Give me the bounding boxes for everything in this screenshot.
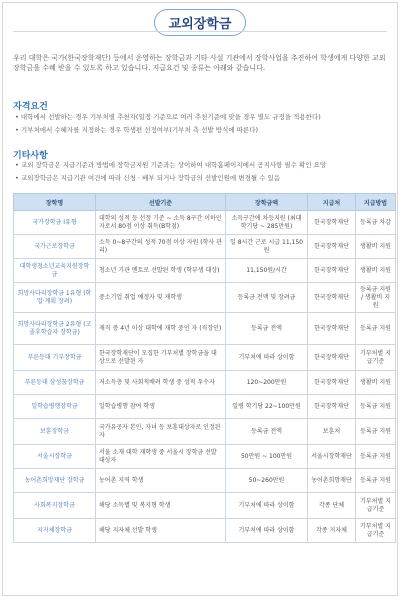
qualification-bullet-1: • 대학에서 선발하는 경우 기부처별 추천자(일정 기준으로 여러 추천기준에 맞을 경우 별도 규정을 적용한다) bbox=[15, 113, 321, 121]
scholarship-name-cell: 서울시장학금 bbox=[14, 445, 96, 469]
scholarship-name-cell: 사회복지장학금 bbox=[14, 493, 96, 519]
scholarship-name-cell: 농어촌희망재단 장학금 bbox=[14, 469, 96, 493]
payer-cell: 각종 지자체 bbox=[308, 519, 356, 543]
scholarship-name-cell: 보훈장학금 bbox=[14, 419, 96, 445]
payer-cell: 한국장학재단 bbox=[308, 235, 356, 259]
other-bullet-2: • 교외장학금은 지급기관 여건에 따라 신청 · 배부 되거나 장학금의 선발인원에 변경될 수 있음 bbox=[15, 174, 281, 182]
payer-cell: 한국장학재단 bbox=[308, 259, 356, 283]
selection-criteria-cell: 일학습병행 참여 학생 bbox=[96, 395, 226, 419]
table-row bbox=[14, 469, 396, 493]
payment-method-cell: 기부처별 지급기준 bbox=[356, 493, 396, 519]
selection-criteria-cell: 한국장학재단이 모집한 기부처별 장학금을 대상으로 선발된 자 bbox=[96, 345, 226, 371]
scholarship-amount-cell: 50만원 ~ 100만원 bbox=[226, 445, 308, 469]
qualification-title: 자격요건 bbox=[13, 102, 48, 112]
payer-cell: 서울시장학재단 bbox=[308, 445, 356, 469]
scholarship-amount-cell: 소득구간에 차등지원 (최대 학기당 ~ 285만원) bbox=[226, 211, 308, 235]
scholarship-name-cell: 푸른등대 삼성꿈장학금 bbox=[14, 371, 96, 395]
table-row bbox=[14, 313, 396, 345]
payer-cell: 농어촌희망재단 bbox=[308, 469, 356, 493]
scholarship-name-cell: 푸른등대 기부장학금 bbox=[14, 345, 96, 371]
other-bullet-1: • 교외 장학금은 지급기준과 방법에 장학금지원 기준과는 상이하여 대학홈페이지에서 공지사항 필수 확인 요망 bbox=[15, 161, 327, 169]
col-criteria-header: 선발기준 bbox=[96, 194, 226, 211]
table-row bbox=[14, 395, 396, 419]
payment-method-cell: 생활비 지원 bbox=[356, 371, 396, 395]
scholarship-amount-cell: 등록금 전액 bbox=[226, 419, 308, 445]
table-row bbox=[14, 211, 396, 235]
scholarship-name-cell: 대학생청소년교육지원장학금 bbox=[14, 259, 96, 283]
selection-criteria-cell: 서울 소재 대학 재학생 중 서울시 장학금 선발 대상자 bbox=[96, 445, 226, 469]
payment-method-cell: 등록금 지원 bbox=[356, 313, 396, 345]
scholarship-amount-cell: 일병 학기당 22~100만원 bbox=[226, 395, 308, 419]
selection-criteria-cell: 재직 중 4년 이상 대학에 재학 중인 자 (직장인) bbox=[96, 313, 226, 345]
scholarship-amount-cell: 120~200만원 bbox=[226, 371, 308, 395]
table-row bbox=[14, 519, 396, 543]
selection-criteria-cell: 중소기업 취업 예정자 및 재학생 bbox=[96, 283, 226, 313]
col-name-header: 장학명 bbox=[14, 194, 96, 211]
payer-cell: 각종 단체 bbox=[308, 493, 356, 519]
payer-cell: 한국장학재단 bbox=[308, 371, 356, 395]
col-method-header: 지급방법 bbox=[356, 194, 396, 211]
scholarship-amount-cell: 등록금 전액 bbox=[226, 313, 308, 345]
payment-method-cell: 등록금 지원 bbox=[356, 395, 396, 419]
title-divider bbox=[13, 31, 387, 32]
payer-cell: 보훈처 bbox=[308, 419, 356, 445]
table-row bbox=[14, 345, 396, 371]
table-row bbox=[14, 371, 396, 395]
payer-cell: 한국장학재단 bbox=[308, 313, 356, 345]
payment-method-cell: 등록금 지원 bbox=[356, 419, 396, 445]
scholarship-amount-cell: 11,150원/시간 bbox=[226, 259, 308, 283]
selection-criteria-cell: 농어촌 지역 학생 bbox=[96, 469, 226, 493]
other-bullets bbox=[15, 161, 387, 187]
scholarship-amount-cell: 일 8시간 근로 시급 11,150원 bbox=[226, 235, 308, 259]
selection-criteria-cell: 저소득층 및 사회적배려 학생 중 성적 우수자 bbox=[96, 371, 226, 395]
qualification-bullets bbox=[15, 113, 387, 139]
payment-method-cell: 기부처별 지급기준 bbox=[356, 519, 396, 543]
selection-criteria-cell: 해당 지자체 선발 학생 bbox=[96, 519, 226, 543]
intro-text: 우리 대학은 국가(한국장학재단) 등에서 운영하는 장학금과 기타 사설 기관에서 장학사업을 추진하여 학생에게 다양한 교외 장학금을 수혜 받을 수 있도록 하고 있습니다. 지급요건 및 종류는 아래와 같습니다. bbox=[13, 54, 386, 72]
scholarship-name-cell: 희망사다리장학금 2유형 (고졸후학습자 장학금) bbox=[14, 313, 96, 345]
table-header-row bbox=[14, 194, 396, 211]
payer-cell: 한국장학재단 bbox=[308, 395, 356, 419]
scholarship-name-cell: 지자체장학금 bbox=[14, 519, 96, 543]
scholarship-name-cell: 희망사다리장학금 1유형 (학업·계획 장려) bbox=[14, 283, 96, 313]
scholarship-amount-cell: 50~260만원 bbox=[226, 469, 308, 493]
content-frame bbox=[2, 2, 398, 596]
scholarship-table bbox=[13, 193, 396, 543]
qualification-bullet-2: • 기부처에서 수혜자를 지정하는 경우 학생편 선정여부(기부처 측 선발 방식에 따른다) bbox=[15, 126, 259, 134]
payer-cell: 한국장학재단 bbox=[308, 211, 356, 235]
table-row bbox=[14, 259, 396, 283]
scholarship-name-cell: 일학습병행장학금 bbox=[14, 395, 96, 419]
scholarship-amount-cell: 기부처에 따라 상이함 bbox=[226, 493, 308, 519]
table-row bbox=[14, 493, 396, 519]
table-row bbox=[14, 445, 396, 469]
payment-method-cell: 생활비 지원 bbox=[356, 259, 396, 283]
payment-method-cell: 등록금 지원 bbox=[356, 469, 396, 493]
col-amount-header: 장학금액 bbox=[226, 194, 308, 211]
payment-method-cell: 등록금 지원 bbox=[356, 445, 396, 469]
scholarship-name-cell: 국가근로장학금 bbox=[14, 235, 96, 259]
selection-criteria-cell: 청소년 기관 멘토로 선발된 학생 (학부생 대상) bbox=[96, 259, 226, 283]
payer-cell: 한국장학재단 bbox=[308, 345, 356, 371]
scholarship-amount-cell: 기부처에 따라 상이함 bbox=[226, 519, 308, 543]
selection-criteria-cell: 해당 소득별 및 복지형 학생 bbox=[96, 493, 226, 519]
payer-cell: 한국장학재단 bbox=[308, 283, 356, 313]
payment-method-cell: 기부처별 지급기준 bbox=[356, 345, 396, 371]
selection-criteria-cell: 소득 0~8구간의 성적 70점 이상 자원 (학사 관리) bbox=[96, 235, 226, 259]
selection-criteria-cell: 국가유공자 본인, 자녀 등 보훈대상자로 인정된 자 bbox=[96, 419, 226, 445]
table-row bbox=[14, 419, 396, 445]
scholarship-name-cell: 국가장학금 Ⅰ유형 bbox=[14, 211, 96, 235]
scholarship-amount-cell: 기부처에 따라 상이함 bbox=[226, 345, 308, 371]
table-body bbox=[14, 211, 396, 543]
selection-criteria-cell: 대학의 성적 등 선정 기준 ~ 소득 8구간 이하인 자로서 80점 이상 취득(B학점) bbox=[96, 211, 226, 235]
payment-method-cell: 등록금 차감 bbox=[356, 211, 396, 235]
payment-method-cell: 등록금 지원 / 생활비 지원 bbox=[356, 283, 396, 313]
table-row bbox=[14, 283, 396, 313]
scholarship-amount-cell: 등록금 전액 및 장려금 bbox=[226, 283, 308, 313]
col-payer-header: 지급처 bbox=[308, 194, 356, 211]
payment-method-cell: 생활비 지원 bbox=[356, 235, 396, 259]
page-title: 교외장학금 bbox=[154, 9, 247, 36]
other-title: 기타사항 bbox=[13, 151, 48, 161]
table-row bbox=[14, 235, 396, 259]
